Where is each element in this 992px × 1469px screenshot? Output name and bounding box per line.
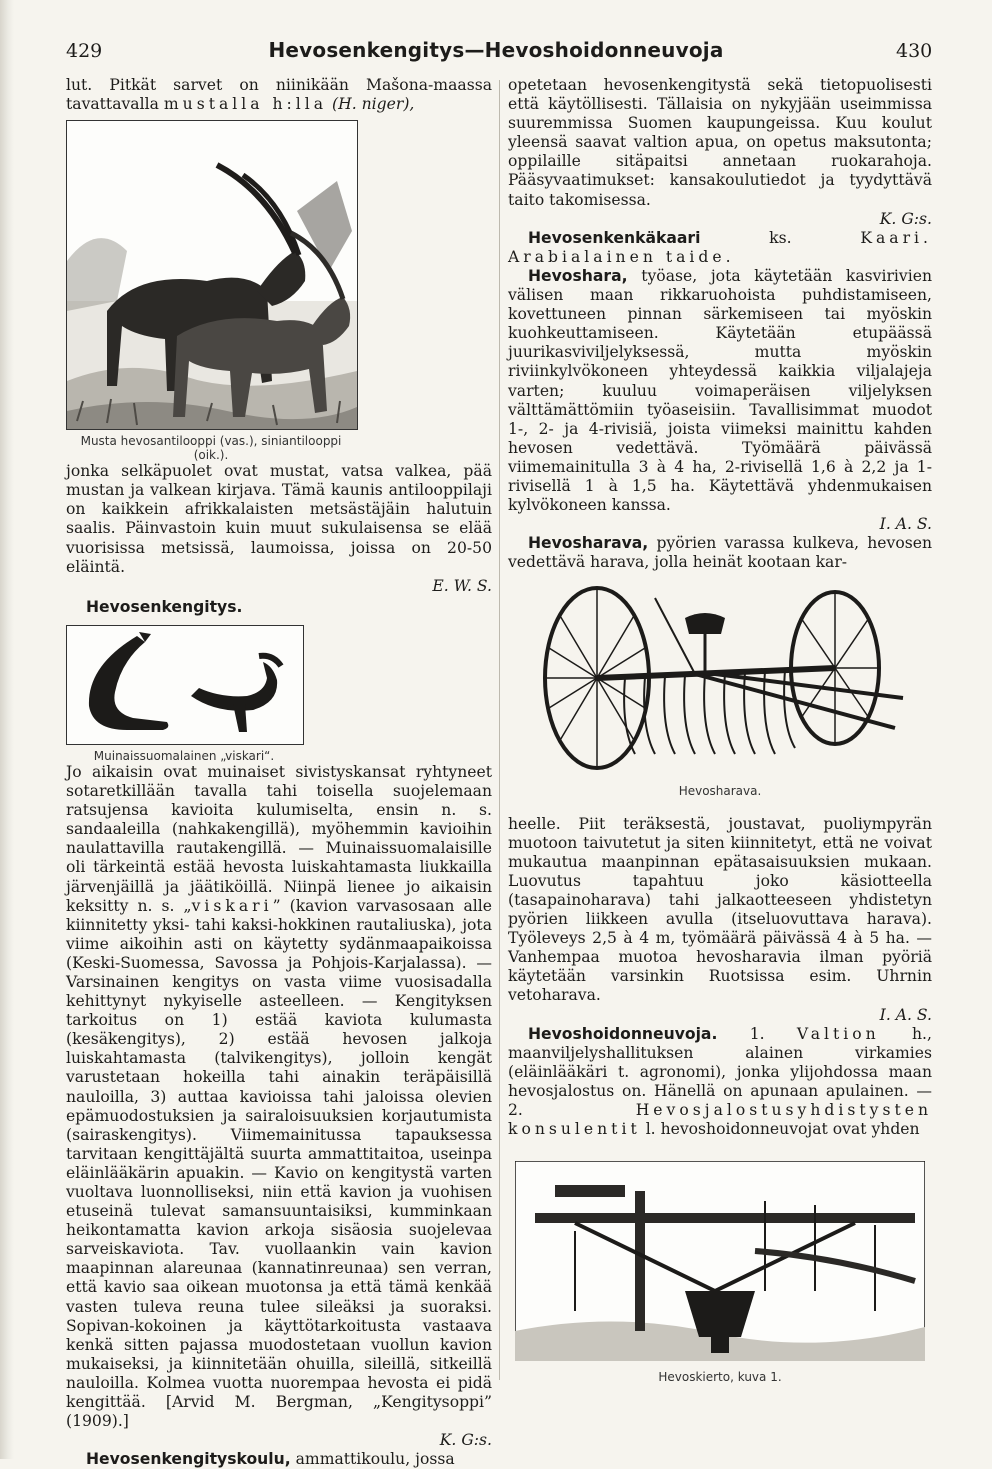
entry-hevoshara: Hevoshara, työase, jota käytetään kasvirivien välisen maan rikkaruohoista puhdistamiseen, kovettuneen pinnan särkemiseen tai myöskin kuohkeuttamiseen. Käytetään etupäässä juurikasviviljelyksessä, mutta myöskin riviinkylvökoneen yhteydessä kaikkia viljalajeja varten; kuuluu voimaperäisen viljelyksen välttämättömiin työaseisiin. Tavallisimmat muodot 1-, 2- ja 4-rivisiä, joista viimeksi mainittu kahden hevosen vedettävä. Työmäärä päivässä viimemainitulla 3 à 4 ha, 2-rivisellä 1,6 à 2,2 ja 1-rivisellä 1 à 1,5 ha. Käytettävä yhdenmukaisen kylvökoneen kanssa. <box>508 266 932 515</box>
figure-antelopes-caption: Musta hevosantilooppi (vas.), siniantilooppi (oik.). <box>80 434 342 463</box>
term-hevoshara: Hevoshara, <box>528 266 628 285</box>
term-hevosenkengityskoulu: Hevosenkengityskoulu, <box>86 1450 291 1469</box>
hevosharava-illustration <box>535 578 905 774</box>
page-number-right: 430 <box>896 40 933 62</box>
entry-hevosenkengitys <box>66 598 492 617</box>
running-title: Hevosenkengitys—Hevoshoidonneuvoja <box>268 38 724 62</box>
page-edge-shadow <box>0 0 14 1459</box>
right-column <box>508 76 932 1401</box>
term-hevoshoidonneuvoja: Hevoshoidonneuvoja. <box>528 1024 718 1043</box>
entry-hevoshoidonneuvoja: Hevoshoidonneuvoja. 1. Valtion h., maanviljelyshallituksen alainen virkamies (eläinlääkäri t. agronomi), jonka ylijohdossa maan hevosjalostus on. Hänellä on apunaan apulainen. — 2. Hevosjalostusyhdistysten konsulentit l. hevoshoidonneuvojat ovat yhden <box>508 1024 932 1139</box>
figure-hevoskierto <box>508 1161 932 1387</box>
entry-hevosenkenkakaari: Hevosenkenkäkaari ks. Kaari. Arabialainen taide. <box>508 228 932 266</box>
term-hevosenkengitys: Hevosenkengitys. <box>86 597 243 616</box>
entry-hevosharava-continued: heelle. Piit teräksestä, joustavat, puoliympyrän muotoon taivutetut ja siten kiinnitetyt, että ne voivat mukautua maanpinnan epätasaisuuksien mukaan. Luovutus tapahtuu joko käsiotteella (tasapainoharava) tahi jalkaotteeseen yhdistetyn pyörien liikkeen avulla (itseluovuttava harava). Työleveys 2,5 à 4 m, työmäärä päivässä 4 à 5 ha. — Vanhempaa muotoa hevosharavia ilman pyöriä käytetään varsinkin Ruotsissa esim. Uhrnin vetoharava. <box>508 814 932 1005</box>
figure-viskari-caption: Muinaissuomalainen „viskari“. <box>93 748 275 763</box>
entry-kengityskoulu-continued: opetetaan hevosenkengitystä sekä tietopuolisesti että käytöllisesti. Tällaisia on nykyjään useimmissa suuremmissa Suomen kaupungeissa. Kuu koulut yleensä saavat valtion apua, on opetus maksutonta; oppilaille sitäpaitsi annetaan ruokarahoja. Pääsyvaatimukset: kansakoulutiedot ja tyydyttävä taito takomisessa. <box>508 76 932 209</box>
term-hevosharava: Hevosharava, <box>528 534 649 553</box>
entry-antelope-continued: lut. Pitkät sarvet on niinikään Mašona-maassa tavattavalla mustalla h:lla (H. niger), <box>66 76 492 114</box>
signature-kgs-right: K. G:s. <box>879 209 932 228</box>
term-hevosenkenkakaari: Hevosenkenkäkaari <box>528 228 701 247</box>
page-number-left: 429 <box>66 40 103 62</box>
entry-hevosenkengityskoulu: Hevosenkengityskoulu, ammattikoulu, jossa <box>86 1450 455 1469</box>
antelope-illustration <box>66 120 358 430</box>
figure-viskari <box>66 625 304 745</box>
left-column: lut. Pitkät sarvet on niinikään Mašona-maassa tavattavalla mustalla h:lla (H. niger), Musta hevosantilooppi (vas.), siniantilooppi (oik.). jonka selkäpuolet ovat mustat, vatsa valkea, pää mustan ja valkean kirjava. Tämä kaunis antilooppilaji on kaikkein afrikkalaisten metsästäjäin halutuin saalis. Päinvastoin kuin muut sukulaisensa se elää vuorisissa metsissä, laumoissa, joissa on 20-50 eläintä. E. W. S. Hevosenkengitys. Muinaissuomalainen „viskari“. Jo aikaisin ovat muinaiset sivistyskansat ryhtyneet sotaretkillään tavalla tahi toisella suojelemaan ratsujensa kavioita kulumiselta, ensin n. s. sandaaleilla (nahkakengillä), myöhemmin kavioihin naulattavilla rautakengillä. — Muinaissuomalaisille oli tärkeintä estää hevosta luiskahtamasta liukkailla järvenjäillä ja jäätiköillä. Niinpä lienee jo aikaisin keksitty n. s. „viskari” (kavion varvasosaan alle kiinnitetty yksi- tahi kaksi-hokkinen rautaliuska), jota viime aikoihin asti on käytetty sydänmaapaikoissa (Keski-Suomessa, Savossa ja Pohjois-Karjalassa). — Varsinainen kengitys on vasta viime vuosisadalla kehittynyt nykyiselle asteelleen. — Kengityksen tarkoitus on 1) estää kaviota kulumasta (kesäkengitys), 2) estää hevosen jalkoja luiskahtamasta (talvikengitys), jolloin kengät varustetaan hokeilla tahi ainakin teräpäisillä nauloilla, 3) auttaa kavioissa tahi jaloissa olevien epämuodostuksien ja sairaloisuuksien korjautumista (sairaskengitys). Viimemainitussa tapauksessa tarvitaan kengittäjältä suurta ammattitaitoa, useinpa eläinlääkärin apuakin. — Kavio on kengitystä varten vuoltava luonnolliseksi, niin että kavion ja vuohisen etuseinä tulevat samansuuntaisiksi, kumminkaan heikontamatta kavion arkoja sisäosia suojelevaa sarveiskaviota. Tav. vuollaankin vain kavion maapinnan alareunaa (kannatinreunaa) sen verran, että kavio saa oikean muotonsa ja että tämä kenkää vasten tuleva reuna tulee sileäksi ja suoraksi. Sopivan-kokoinen ja käyttötarkoitusta vastaava kenkä sitten pajassa muodostetaan vuollun kavion mukaiseksi, ja kiinnitetään ohuilla, sileillä, sitkeillä nauloilla. Kolmea vuotta nuorempaa hevosta ei pidä kengittää. [Arvid M. Bergman, „Kengitysoppi” (1909).] K. G:s. Hevosenkengityskoulu, ammattikoulu, jossa <box>66 76 492 1469</box>
signature-ews: E. W. S. <box>432 576 492 595</box>
column-divider <box>499 80 500 1380</box>
figure-hevoskierto-caption: Hevoskierto, kuva 1. <box>658 1370 782 1385</box>
hevoskierto-illustration <box>515 1161 925 1361</box>
viskari-illustration <box>66 625 304 745</box>
entry-hevosharava: Hevosharava, pyörien varassa kulkeva, hevosen vedettävä harava, jolla heinät kootaan kar- <box>508 534 932 572</box>
signature-kgs: K. G:s. <box>439 1431 492 1450</box>
figure-hevosharava-caption: Hevosharava. <box>678 783 762 798</box>
figure-antelopes <box>66 120 358 430</box>
figure-hevosharava <box>508 578 932 800</box>
signature-ias-1: I. A. S. <box>879 515 932 534</box>
signature-ias-2: I. A. S. <box>879 1005 932 1024</box>
